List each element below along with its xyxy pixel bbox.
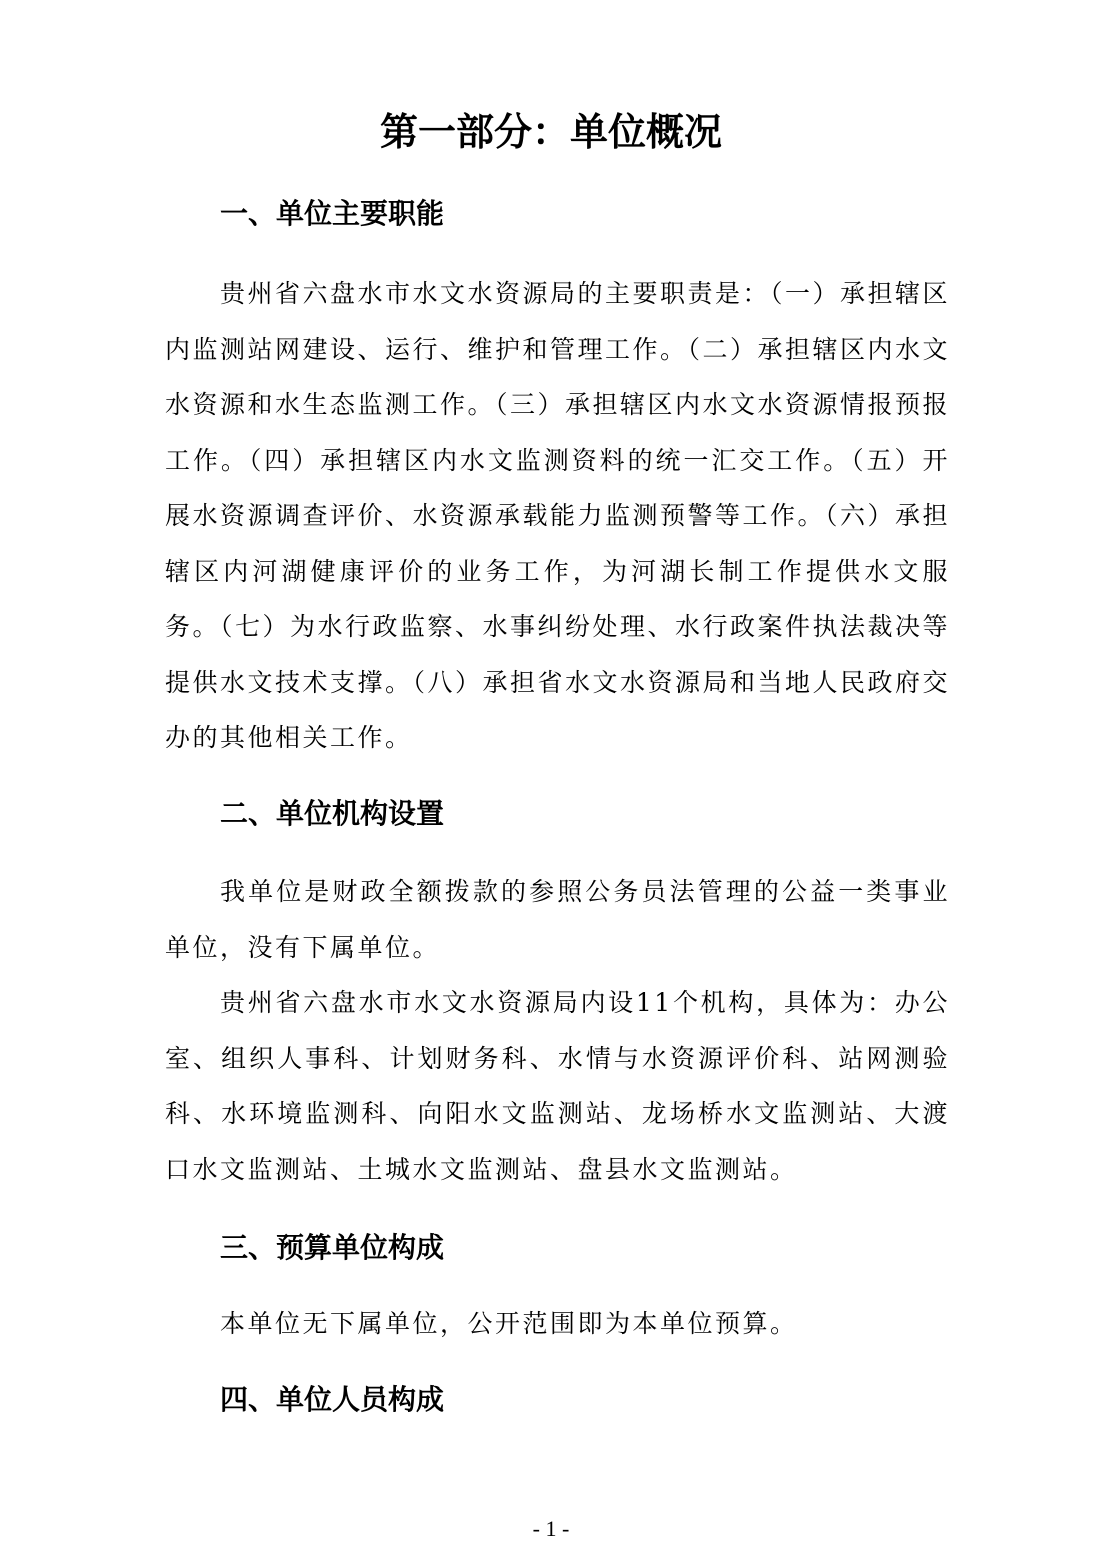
page-number: - 1 - (532, 1516, 570, 1541)
paragraph-internal-departments: 贵州省六盘水市水文水资源局内设11个机构，具体为：办公室、组织人事科、计划财务科、水情与水资源评价科、站网测验科、水环境监测科、向阳水文监测站、龙场桥水文监测站、大渡口水文监测站、土城水文监测站、盘县水文监测站。 (165, 988, 950, 1184)
section-heading-functions: 一、单位主要职能 (220, 197, 445, 230)
paragraph-functions: 贵州省六盘水市水文水资源局的主要职责是：（一）承担辖区内监测站网建设、运行、维护和管理工作。（二）承担辖区内水文水资源和水生态监测工作。（三）承担辖区内水文水资源情报预报工作。（四）承担辖区内水文监测资料的统一汇交工作。（五）开展水资源调查评价、水资源承载能力监测预警等工作。（六）承担辖区内河湖健康评价的业务工作，为河湖长制工作提供水文服务。（七）为水行政监察、水事纠纷处理、水行政案件执法裁决等提供水文技术支撑。（八）承担省水文水资源局和当地人民政府交办的其他相关工作。 (165, 279, 951, 752)
page-title: 第一部分：单位概况 (379, 110, 722, 154)
paragraph-organization-type: 我单位是财政全额拨款的参照公务员法管理的公益一类事业单位，没有下属单位。 (165, 877, 950, 962)
section-heading-budget-units: 三、预算单位构成 (220, 1231, 445, 1264)
paragraph-budget-units: 本单位无下属单位，公开范围即为本单位预算。 (220, 1309, 798, 1338)
section-heading-organization: 二、单位机构设置 (220, 797, 445, 830)
section-heading-staff: 四、单位人员构成 (220, 1383, 445, 1416)
